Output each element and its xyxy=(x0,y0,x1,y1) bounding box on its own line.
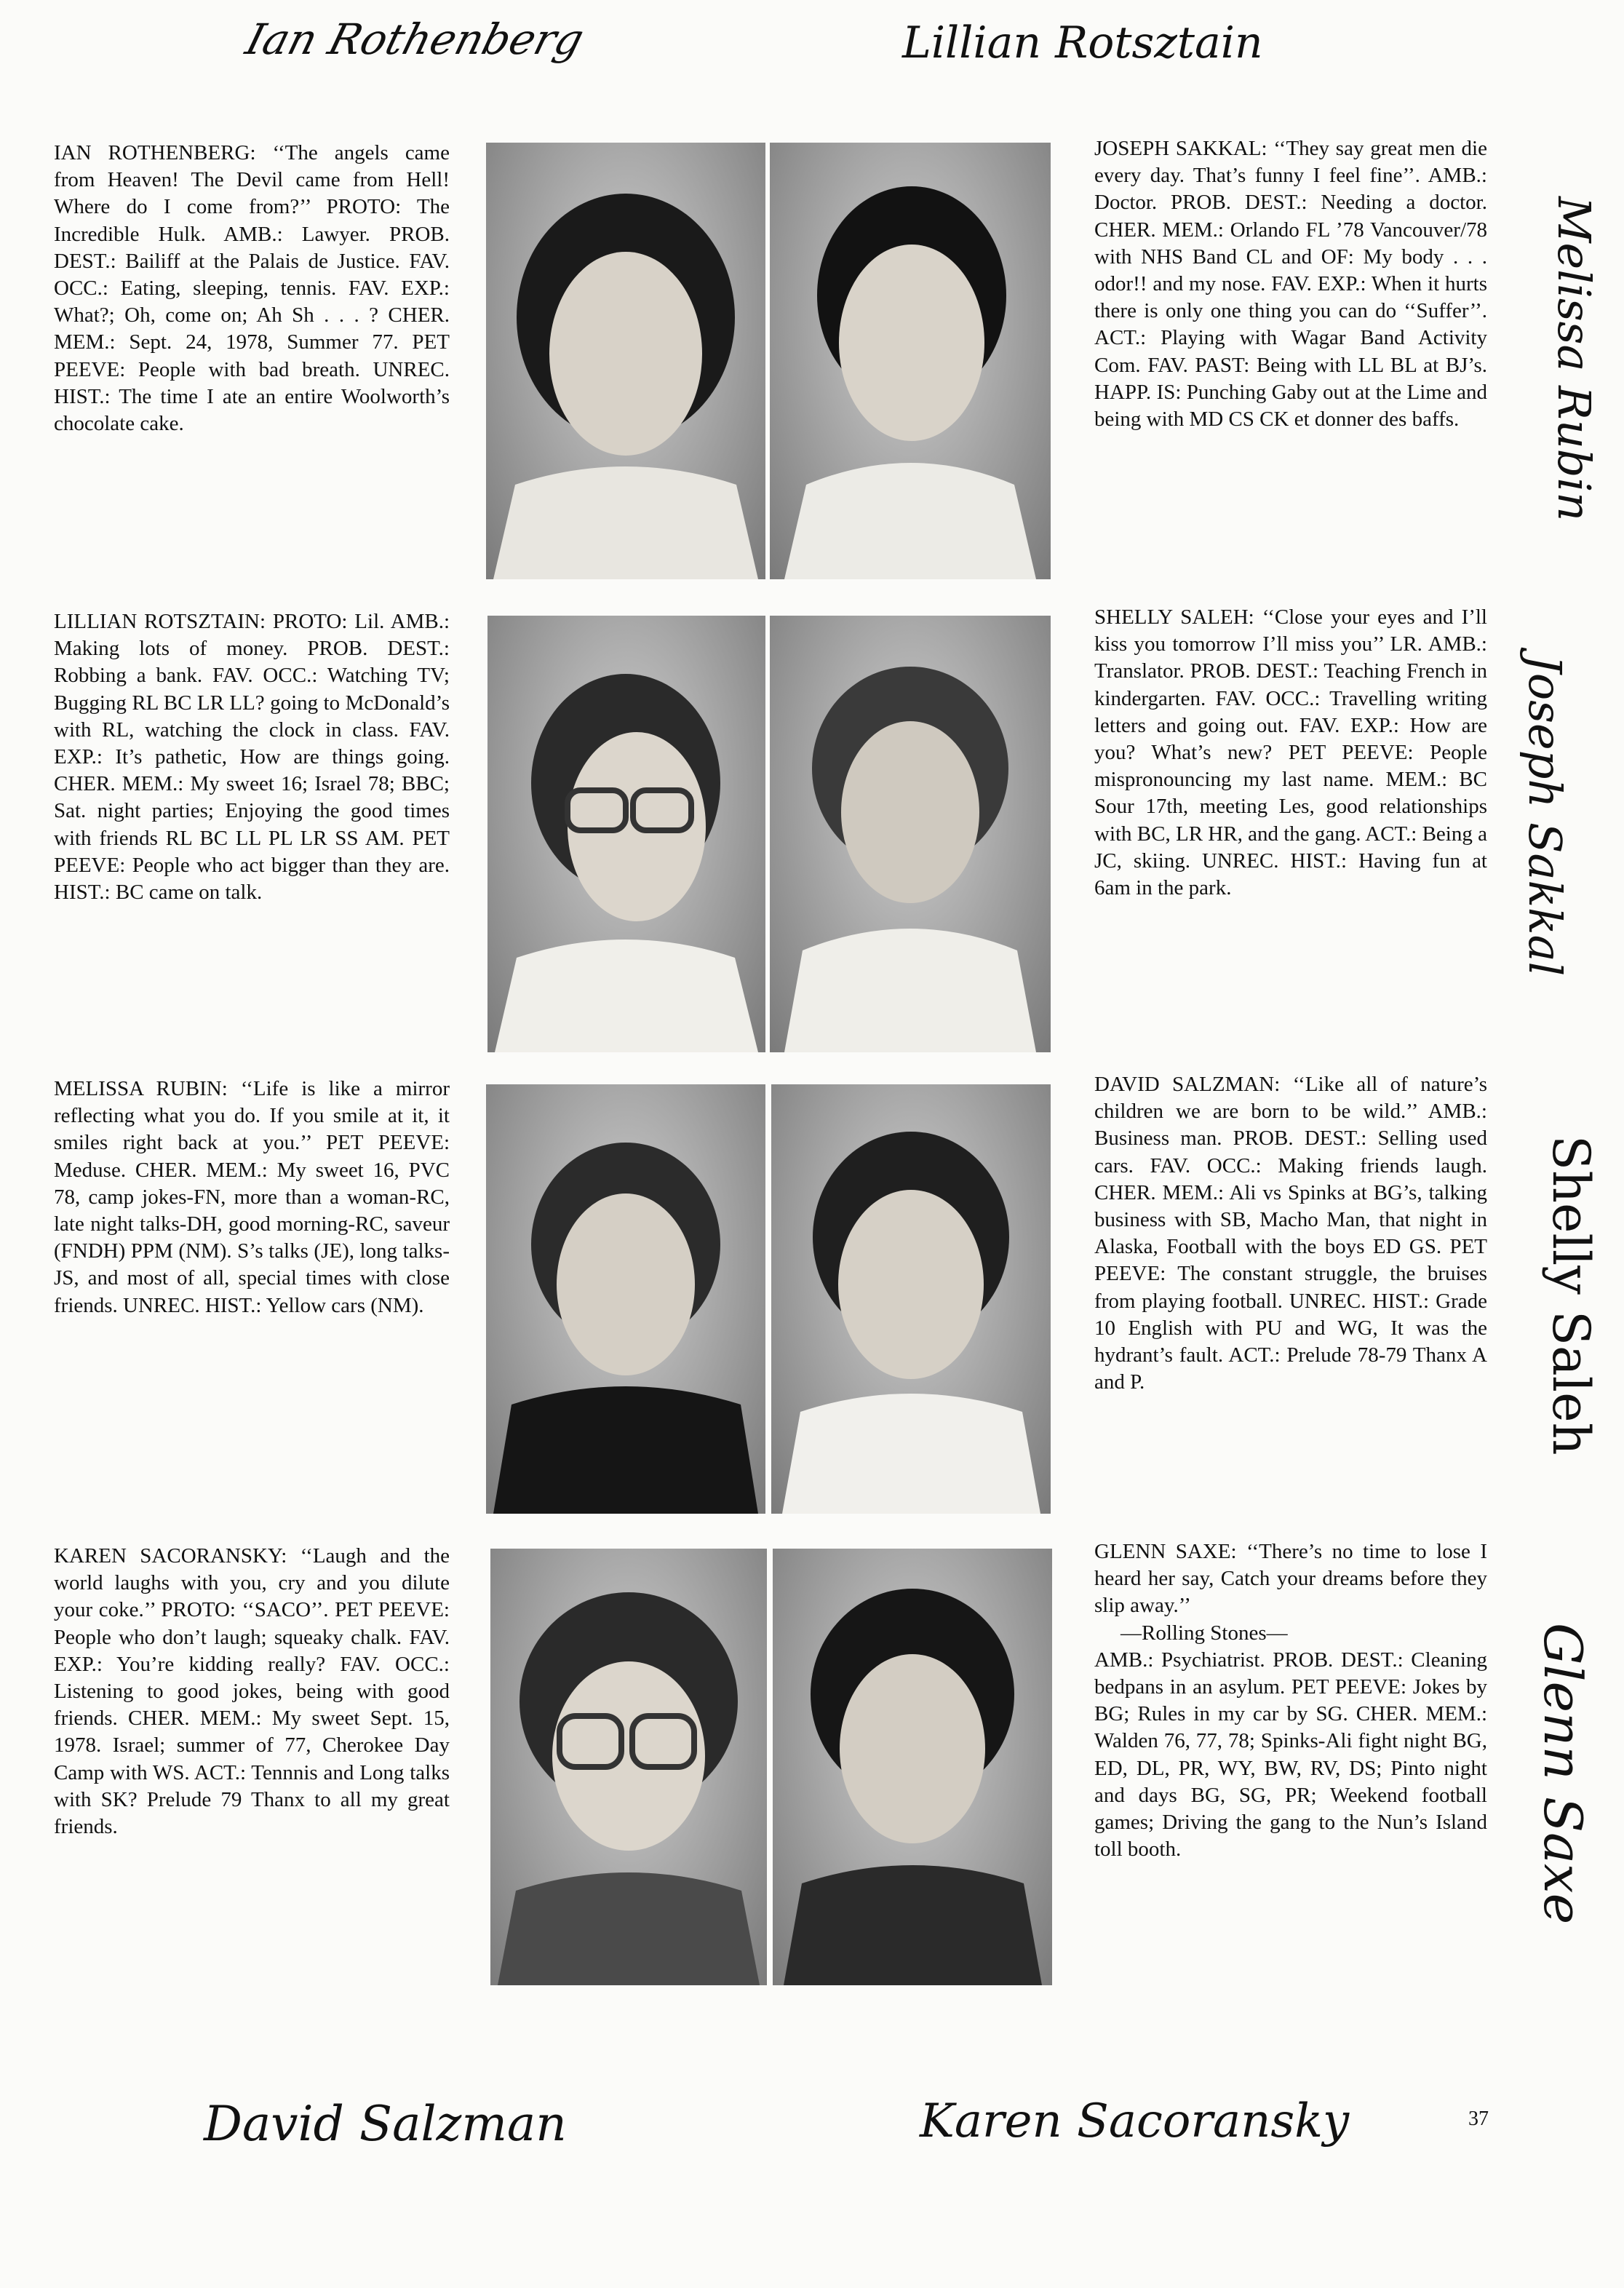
signature-david-salzman: David Salzman xyxy=(204,2096,567,2152)
bio-glenn-saxe-credit: —Rolling Stones— xyxy=(1121,1621,1288,1645)
bio-glenn-saxe-quote: GLENN SAXE: ‘‘There’s no time to lose I heard her say, Catch your dreams before they slip away.’’ xyxy=(1094,1540,1487,1618)
portrait-karen-sacoransky xyxy=(490,1549,767,1985)
bio-shelly-saleh: SHELLY SALEH: ‘‘Close your eyes and I’ll kiss you tomorrow I’ll miss you’’ LR. AMB.: Translator. PROB. DEST.: Teaching French in kindergarten. FAV. OCC.: Travelling writing letters and going out. FAV. EXP.: How are you? What’s new? PET PEEVE: People mispronouncing my last name. MEM.: BC Sour 17th, meeting Les, good relationships with BC, LR HR, and the gang. ACT.: Being a JC, skiing. UNREC. HIST.: Having fun at 6am in the park. xyxy=(1094,605,1487,900)
bio-lillian-rotsztain: LILLIAN ROTSZTAIN: PROTO: Lil. AMB.: Making lots of money. PROB. DEST.: Robbing a bank. FAV. OCC.: Watching TV; Bugging RL BC LR LL? going to McDonald’s with RL, watching the clock in class. FAV. EXP.: It’s pathetic, How are things going. CHER. MEM.: My sweet 16; Israel 78; BBC; Sat. night parties; Enjoying the good times with friends RL BC LL PL LR SS AM. PET PEEVE: People who act bigger than they are. HIST.: BC came on talk. xyxy=(54,610,450,905)
portrait-glenn-saxe xyxy=(773,1549,1052,1985)
portrait-lillian-rotsztain xyxy=(487,616,765,1052)
bio-karen-sacoransky: KAREN SACORANSKY: ‘‘Laugh and the world laughs with you, cry and you dilute your coke.’’ PROTO: ‘‘SACO’’. PET PEEVE: People who don’t laugh; squeaky chalk. FAV. EXP.: You’re kidding really? FAV. OCC.: Listening to good jokes, being with good friends. CHER. MEM.: My sweet Sept. 15, 1978. Israel; summer of 77, Cherokee Day Camp with WS. ACT.: Tennnis and Long talks with SK? Prelude 79 Thanx to all my great friends. xyxy=(54,1544,450,1839)
portrait-joseph-sakkal xyxy=(770,143,1051,579)
bio-glenn-saxe xyxy=(1094,1538,1487,1863)
bio-joseph-sakkal: JOSEPH SAKKAL: ‘‘They say great men die every day. That’s funny I feel fine’’. AMB.: Doctor. PROB. DEST.: Needing a doctor. CHER. MEM.: Orlando FL ’78 Vancouver/78 with NHS Band CL and OF: My body . . . odor!! and my nose. FAV. EXP.: When it hurts there is only one thing you can do ‘‘Suffer’’. ACT.: Playing with Wagar Band Activity Com. FAV. PAST: Being with LL BL at BJ’s. HAPP. IS: Punching Gaby out at the Lime and being with MD CS CK et donner des baffs. xyxy=(1094,137,1487,432)
portrait-david-salzman xyxy=(771,1084,1051,1514)
bio-melissa-rubin: MELISSA RUBIN: ‘‘Life is like a mirror reflecting what you do. If you smile at it, it smiles right back at you.’’ PET PEEVE: Meduse. CHER. MEM.: My sweet 16, PVC 78, camp jokes-FN, more than a woman-RC, late night talks-DH, good morning-RC, saveur (FNDH) PPM (NM). S’s talks (JE), long talks-JS, and most of all, special times with close friends. UNREC. HIST.: Yellow cars (NM). xyxy=(54,1077,450,1317)
signature-ian-rothenberg: Ian Rothenberg xyxy=(240,15,589,64)
signature-lillian-rotsztain: Lillian Rotsztain xyxy=(902,17,1263,68)
signature-joseph-sakkal: Joseph Sakkal xyxy=(1518,655,1572,977)
bio-glenn-saxe-details: AMB.: Psychiatrist. PROB. DEST.: Cleaning bedpans in an asylum. PET PEEVE: Jokes by BG; Rules in my car by SG. CHER. MEM.: Walden 76, 77, 78; Spinks-Ali fight night BG, ED, DL, PR, WY, BW, RV, DS; Pinto night and days BG, SG, PR; Weekend football games; Driving the gang to the Nun’s Island toll booth. xyxy=(1094,1648,1487,1862)
portrait-melissa-rubin xyxy=(486,1084,765,1514)
bio-david-salzman: DAVID SALZMAN: ‘‘Like all of nature’s children we are born to be wild.’’ AMB.: Business man. PROB. DEST.: Selling used cars. FAV. OCC.: Making friends laugh. CHER. MEM.: Ali vs Spinks at BG’s, talking business with SB, Macho Man, that night in Alaska, Football with the boys ED GS. PET PEEVE: The constant struggle, the bruises from playing football. UNREC. HIST.: Grade 10 English with PU and WG, It was the hydrant’s fault. ACT.: Prelude 78-79 Thanx A and P. xyxy=(1094,1073,1487,1394)
signature-melissa-rubin: Melissa Rubin xyxy=(1548,196,1601,522)
bio-ian-rothenberg: IAN ROTHENBERG: ‘‘The angels came from Heaven! The Devil came from Hell! Where do I come from?’’ PROTO: The Incredible Hulk. AMB.: Lawyer. PROB. DEST.: Bailiff at the Palais de Justice. FAV. OCC.: Eating, sleeping, tennis. FAV. EXP.: What?; Oh, come on; Ah Sh . . . ? CHER. MEM.: Sept. 24, 1978, Summer 77. PET PEEVE: People with bad breath. UNREC. HIST.: The time I ate an entire Woolworth’s chocolate cake. xyxy=(54,141,450,436)
signature-karen-sacoransky: Karen Sacoransky xyxy=(920,2094,1350,2148)
signature-glenn-saxe: Glenn Saxe xyxy=(1532,1623,1593,1925)
portrait-shelly-saleh xyxy=(770,616,1051,1052)
portrait-ian-rothenberg xyxy=(486,143,765,579)
page-number: 37 xyxy=(1468,2108,1489,2130)
signature-shelly-saleh: Shelly Saleh xyxy=(1541,1135,1601,1455)
